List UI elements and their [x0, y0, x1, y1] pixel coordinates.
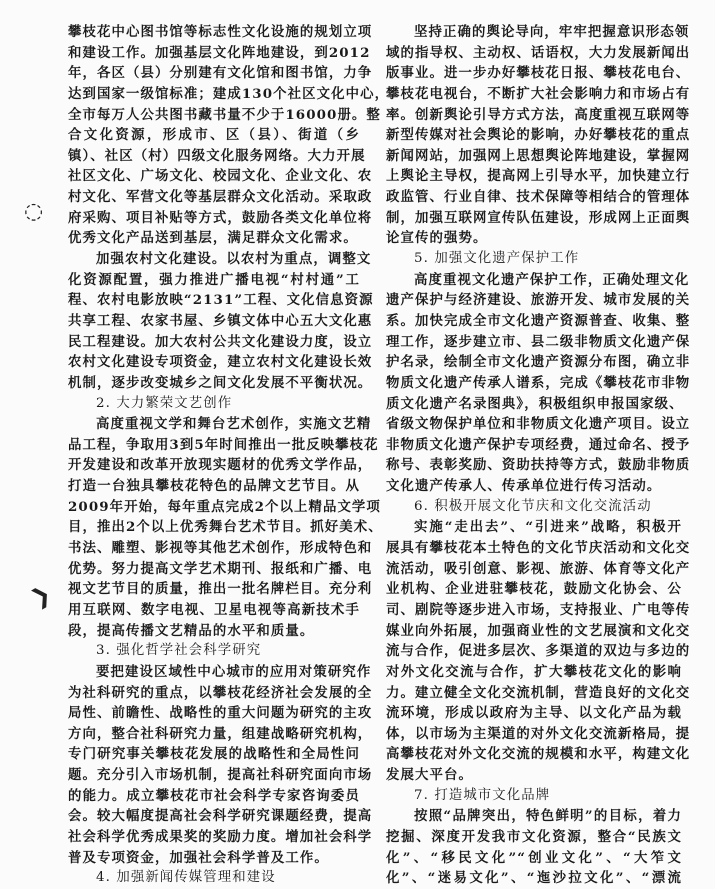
- text-line: 展具有攀枝花本土特色的文化节庆活动和文化交: [386, 540, 691, 557]
- text-line: 上舆论主导权，提高网上引导水平，加快建立行: [386, 168, 691, 185]
- text-line: 理工作，逐步建立市、县二级非物质文化遗产保: [386, 333, 691, 350]
- text-line: 挖掘、深度开发我市文化资源，整合“民族文: [386, 828, 682, 845]
- text-line: 共享工程、农家书屋、乡镇文体中心五大文化惠: [68, 312, 373, 329]
- text-line: 段，提高传播文艺精品的水平和质量。: [68, 622, 315, 639]
- section-heading: 5. 加强文化遗产保护工作: [414, 251, 580, 267]
- text-line: 制，加强互联网宣传队伍建设，形成网上正面舆: [386, 209, 691, 226]
- text-line: 2009年开始，每年重点完成2个以上精品文学项: [68, 498, 381, 515]
- text-line: 力。建立健全文化交流机制，营造良好的文化交: [386, 684, 691, 701]
- text-line: 品工程，争取用3到5年时间推出一批反映攀枝花: [68, 436, 379, 453]
- text-line: 高度重视文学和舞台艺术创作，实施文艺精: [96, 416, 372, 433]
- text-line: 政监管、行业自律、技术保障等相结合的管理体: [386, 189, 691, 206]
- section-heading: 2. 大力繁荣文艺创作: [96, 395, 233, 411]
- text-line: 专门研究事关攀枝花发展的战略性和全局性问: [68, 746, 360, 763]
- text-line: 目，推出2个以上优秀舞台艺术节目。抓好美术、: [68, 519, 383, 536]
- text-line: 用互联网、数字电视、卫星电视等高新技术手: [68, 601, 360, 618]
- text-line: 媒业向外拓展，加强商业性的文艺展演和文化交: [386, 622, 691, 639]
- text-line: 对外文化交流与合作，扩大攀枝花文化的影响: [386, 663, 682, 680]
- text-line: 化资源配置，强力推进广播电视“村村通”工: [68, 271, 360, 288]
- text-line: 要把建设区域性中心城市的应用对策研究作: [96, 663, 372, 680]
- text-line: 书法、雕塑、影视等其他艺术创作，形成特色和: [68, 540, 373, 557]
- text-line: 护名录，绘制全市文化遗产资源分布图，确立非: [386, 354, 691, 371]
- text-line: 府采购、项目补贴等方式，鼓励各类文化单位将: [68, 209, 373, 226]
- text-line: 发展大平台。: [386, 767, 473, 784]
- text-line: 攀枝花中心图书馆等标志性文化设施的规划立项: [68, 24, 373, 40]
- text-line: 域的指导权、主动权、话语权，大力发展新闻出: [386, 44, 691, 61]
- text-line: 方向，整合社科研究力量，组建战略研究机构，: [68, 725, 373, 742]
- section-heading: 3. 强化哲学社会科学研究: [96, 643, 262, 659]
- section-heading: 4. 加强新闻传媒管理和建设: [96, 870, 276, 886]
- right-text-column: [386, 22, 691, 889]
- text-line: 论宣传的强势。: [386, 230, 488, 247]
- text-line: 体，以市场为主渠道的对外文化交流新格局，提: [386, 725, 691, 742]
- text-line: 率。创新舆论引导方式方法，高度重视互联网等: [386, 106, 691, 123]
- text-line: 业机构、企业进驻攀枝花，鼓励文化协会、公: [386, 581, 682, 598]
- text-line: 流环境，形成以政府为主导、以文化产品为载: [386, 705, 682, 722]
- text-line: 农村文化建设专项资金，建立农村文化建设长效: [68, 354, 373, 371]
- text-line: 化”、“移民文化”“创业文化”、“大笮文: [386, 849, 682, 866]
- text-line: 新型传媒对社会舆论的影响，办好攀枝花的重点: [386, 127, 691, 144]
- binding-hole-mark-icon: ◌: [24, 199, 44, 224]
- text-line: 化”、“迷易文化”、“迤沙拉文化”、“漂流: [386, 870, 682, 887]
- binding-hole-mark-icon: ❯: [26, 581, 56, 612]
- text-line: 质文化遗产名录图典》，积极组织申报国家级、: [386, 395, 684, 412]
- text-line: 坚持正确的舆论导向，牢牢把握意识形态领: [414, 24, 690, 40]
- text-line: 司、剧院等逐步进入市场，支持报业、广电等传: [386, 601, 691, 618]
- text-line: 版事业。进一步办好攀枝花日报、攀枝花电台、: [386, 65, 691, 82]
- section-heading: 7. 打造城市文化品牌: [414, 787, 551, 803]
- text-line: 合文化资源，形成市、区（县）、街道（乡: [68, 127, 360, 144]
- text-line: 流与合作，促进多层次、多渠道的双边与多边的: [386, 643, 691, 660]
- text-line: 社区文化、广场文化、校园文化、企业文化、农: [68, 168, 373, 185]
- text-line: 年，各区（县）分别建有文化馆和图书馆，力争: [68, 65, 373, 82]
- text-line: 优秀文化产品送到基层，满足群众文化需求。: [68, 230, 358, 247]
- text-line: 打造一台独具攀枝花特色的品牌文艺节目。从: [68, 478, 360, 495]
- text-line: 民工程建设。加大农村公共文化建设力度，设立: [68, 333, 373, 350]
- text-line: 加强农村文化建设。以农村为重点，调整文: [96, 251, 372, 268]
- text-line: 实施“走出去”、“引进来”战略，积极开: [414, 519, 682, 536]
- text-line: 镇）、社区（村）四级文化服务网络。大力开展: [68, 147, 366, 164]
- text-line: 视文艺节目的质量，推出一批名牌栏目。充分利: [68, 581, 373, 598]
- text-line: 文化遗产传承人、传承单位进行传习活动。: [386, 478, 662, 495]
- text-line: 和建设工作。加强基层文化阵地建设，到2012: [68, 44, 371, 61]
- section-heading: 6. 积极开展文化节庆和文化交流活动: [414, 498, 652, 514]
- text-line: 开发建设和改革开放现实题材的优秀文学作品，: [68, 457, 373, 474]
- text-line: 优势。努力提高文学艺术期刊、报纸和广播、电: [68, 560, 373, 577]
- text-line: 按照“品牌突出，特色鲜明”的目标，着力: [414, 808, 682, 825]
- text-line: 全市每万人公共图书藏书量不少于16000册。整: [68, 106, 381, 123]
- text-line: 新闻网站，加强网上思想舆论阵地建设，掌握网: [386, 147, 691, 164]
- text-line: 会。较大幅度提高社会科学研究课题经费，提高: [68, 808, 373, 825]
- text-line: 题。充分引入市场机制，提高社科研究面向市场: [68, 767, 373, 784]
- text-line: 的能力。成立攀枝花市社会科学专家咨询委员: [68, 787, 360, 804]
- text-line: 流活动，吸引创意、影视、旅游、体育等文化产: [386, 560, 691, 577]
- text-line: 非物质文化遗产保护专项经费，通过命名、授予: [386, 436, 691, 453]
- left-text-column: [68, 22, 390, 889]
- text-line: 物质文化遗产传承人谱系，完成《攀枝花市非物: [386, 374, 691, 391]
- text-line: 达到国家一级馆标准；建成130个社区文化中心，: [68, 85, 390, 102]
- text-line: 普及专项资金，加强社会科学普及工作。: [68, 849, 329, 866]
- text-line: 攀枝花电视台，不断扩大社会影响力和市场占有: [386, 85, 691, 102]
- text-line: 机制，逐步改变城乡之间文化发展不平衡状况。: [68, 374, 373, 391]
- text-line: 村文化、军营文化等基层群众文化活动。采取政: [68, 189, 373, 206]
- text-line: 局性、前瞻性、战略性的重大问题为研究的主攻: [68, 705, 373, 722]
- text-line: 高攀枝花对外文化交流的规模和水平，构建文化: [386, 746, 691, 763]
- text-line: 程、农村电影放映“2131”工程、文化信息资源: [68, 292, 374, 309]
- text-line: 遗产保护与经济建设、旅游开发、城市发展的关: [386, 292, 691, 309]
- text-line: 为社科研究的重点，以攀枝花经济社会发展的全: [68, 684, 373, 701]
- text-line: 社会科学优秀成果奖的奖励力度。增加社会科学: [68, 828, 373, 845]
- text-line: 系。加快完成全市文化遗产资源普查、收集、整: [386, 312, 691, 329]
- text-line: 高度重视文化遗产保护工作，正确处理文化: [414, 271, 690, 288]
- text-line: 省级文物保护单位和非物质文化遗产项目。设立: [386, 416, 691, 433]
- text-line: 称号、表彰奖励、资助扶持等方式，鼓励非物质: [386, 457, 691, 474]
